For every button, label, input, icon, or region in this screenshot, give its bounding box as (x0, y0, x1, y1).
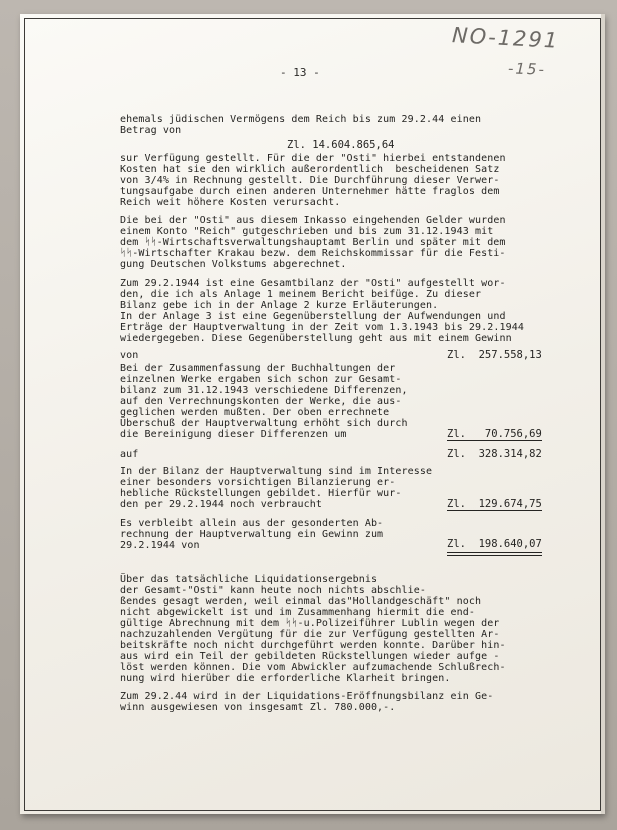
text-line: wiedergegeben. Diese Gegenüberstellung geht aus mit einem Gewinn (120, 333, 512, 344)
text-line: ßendes gesagt werden, weil einmal das"Hollandgeschäft" noch (120, 596, 482, 607)
text-line: gung Deutschen Volkstums abgerechnet. (120, 259, 347, 270)
text-line: In der Anlage 3 ist eine Gegenüberstellung der Aufwendungen und (120, 311, 506, 322)
text-line: den per 29.2.1944 noch verbraucht (120, 499, 322, 510)
text-line: Die bei der "Osti" aus diesem Inkasso eingehenden Gelder wurden (120, 215, 506, 226)
text-line: Reich weit höhere Kosten verursacht. (120, 197, 341, 208)
text-line: tungsaufgabe durch einen anderen Unternehmer hätte fraglos dem (120, 186, 500, 197)
amount-provisions: Zl. 129.674,75 (447, 498, 542, 510)
text-line: geglichen werden mußten. Der oben errechnete (120, 407, 390, 418)
handwritten-document-id: NO-1291 (451, 23, 560, 53)
text-line: der Gesamt-"Osti" kann heute noch nichts abschlie- (120, 585, 427, 596)
text-line: Zum 29.2.1944 ist eine Gesamtbilanz der "Osti" aufgestellt wor- (120, 278, 506, 289)
text-line: Überschuß der Hauptverwaltung erhöht sich durch (120, 418, 408, 429)
text-line: hebliche Rückstellungen gebildet. Hierfür wur- (120, 488, 402, 499)
text-line: einer besonders vorsichtigen Bilanzierung er- (120, 477, 396, 488)
amount-subtotal: Zl. 328.314,82 (447, 448, 542, 460)
text-line: nachzuzahlenden Vergütung für die zur Verfügung gestellten Ar- (120, 629, 500, 640)
text-line: Kosten hat sie den wirklich außerordentlich bescheidenen Satz (120, 164, 500, 175)
text-line: aus wird ein Teil der gebildeten Rückstellungen wieder aufge - (120, 651, 500, 662)
text-line: gültige Abrechnung mit dem ᛋᛋ-u.Polizeiführer Lublin wegen der (120, 618, 500, 629)
text-line: Über das tatsächliche Liquidationsergebnis (120, 574, 378, 585)
text-line: den, die ich als Anlage 1 meinem Bericht beifüge. Zu dieser (120, 289, 482, 300)
text-line: Bei der Zusammenfassung der Buchhaltungen der (120, 363, 396, 374)
page-number: - 13 - (280, 66, 320, 79)
text-line: von (120, 350, 139, 361)
text-line: Es verbleibt allein aus der gesonderten Ab- (120, 518, 384, 529)
text-line: In der Bilanz der Hauptverwaltung sind im Interesse (120, 466, 433, 477)
amount-profit: Zl. 257.558,13 (447, 349, 542, 361)
text-line: ᛋᛋ-Wirtschafter Krakau bezw. dem Reichskommissar für die Festi- (120, 248, 506, 259)
text-line: löst werden können. Die vom Abwickler aufzumachende Schlußrech- (120, 662, 506, 673)
text-line: einzelnen Werke ergaben sich schon zur Gesamt- (120, 374, 402, 385)
amount-total-transferred: Zl. 14.604.865,64 (287, 139, 395, 151)
text-line: von 3/4% in Rechnung gestellt. Die Durchführung dieser Verwer- (120, 175, 500, 186)
handwritten-page-number: -15- (507, 59, 547, 79)
text-line: Bilanz gebe ich in der Anlage 2 kurze Erläuterungen. (120, 300, 439, 311)
text-line: dem ᛋᛋ-Wirtschaftsverwaltungshauptamt Berlin und später mit dem (120, 237, 506, 248)
text-line: einem Konto "Reich" gutgeschrieben und bis zum 31.12.1943 mit (120, 226, 494, 237)
amount-differences: Zl. 70.756,69 (447, 428, 542, 440)
text-line: beitskräfte noch nicht durchgeführt werden konnte. Darüber hin- (120, 640, 506, 651)
text-line: winn ausgewiesen von insgesamt Zl. 780.000,-. (120, 702, 396, 713)
text-line: auf den Verrechnungskonten der Werke, die aus- (120, 396, 402, 407)
text-line: auf (120, 449, 139, 460)
text-line: Zum 29.2.44 wird in der Liquidations-Eröffnungsbilanz ein Ge- (120, 691, 494, 702)
text-line: ehemals jüdischen Vermögens dem Reich bis zum 29.2.44 einen (120, 114, 482, 125)
page-edge (601, 14, 605, 814)
text-line: Betrag von (120, 125, 182, 136)
text-line: bilanz zum 31.12.1943 verschiedene Differenzen, (120, 385, 408, 396)
text-line: sur Verfügung gestellt. Für die der "Osti" hierbei entstandenen (120, 153, 506, 164)
text-line: rechnung der Hauptverwaltung ein Gewinn zum (120, 529, 384, 540)
text-line: die Bereinigung dieser Differenzen um (120, 429, 347, 440)
text-line: nung wird hierüber die erforderliche Klarheit bringen. (120, 673, 451, 684)
amount-final-profit: Zl. 198.640,07 (447, 538, 542, 550)
double-underline (447, 552, 542, 556)
text-line: 29.2.1944 von (120, 540, 200, 551)
text-line: Erträge der Hauptverwaltung in der Zeit vom 1.3.1943 bis 29.2.1944 (120, 322, 524, 333)
text-line: nicht abgewickelt ist und im Zusammenhang hiermit die end- (120, 607, 475, 618)
